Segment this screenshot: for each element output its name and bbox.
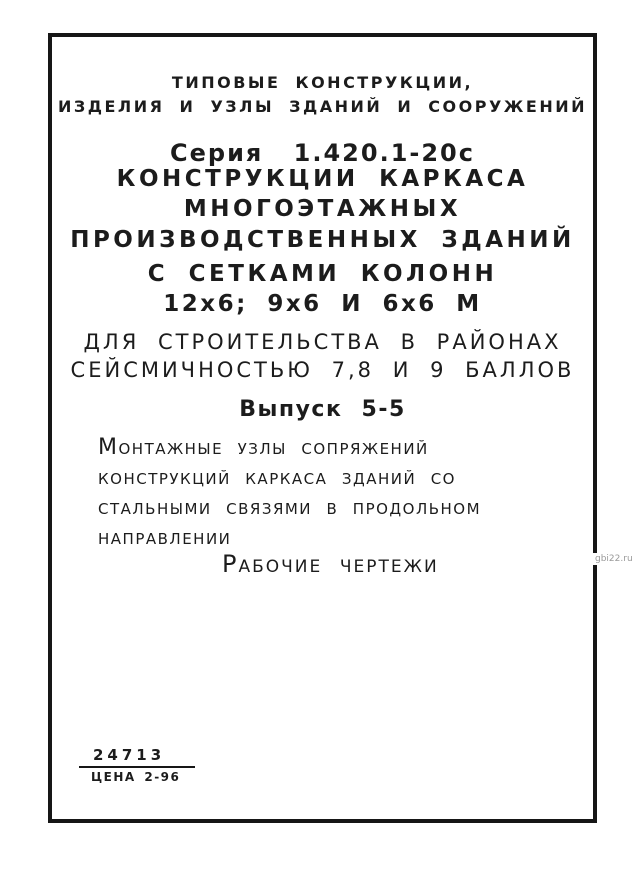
document-border-frame <box>48 33 597 823</box>
price-label: ЦЕНА 2-96 <box>91 770 181 784</box>
subtitle-line-1: Монтажные узлы сопряжений <box>98 435 429 460</box>
subtitle-line-4: направлении <box>98 525 232 550</box>
main-title-line-2: МНОГОЭТАЖНЫХ <box>183 196 462 222</box>
main-title-line-4: С СЕТКАМИ КОЛОНН <box>147 261 498 287</box>
subtitle-line-3: стальными связями в продольном <box>98 495 482 520</box>
seismic-line-1: ДЛЯ СТРОИТЕЛЬСТВА В РАЙОНАХ <box>83 330 562 354</box>
org-header-line-1: ТИПОВЫЕ КОНСТРУКЦИИ, <box>171 73 474 92</box>
doc-type-label: Рабочие чертежи <box>222 550 439 578</box>
catalog-number: 24713 <box>93 746 166 764</box>
series-label: Серия 1.420.1-20с <box>170 139 475 167</box>
subtitle-line-2: конструкций каркаса зданий со <box>98 465 456 490</box>
watermark-label: gbi22.ru <box>595 554 633 564</box>
main-title-line-5: 12х6; 9х6 И 6х6 М <box>163 291 482 317</box>
seismic-line-2: СЕЙСМИЧНОСТЬЮ 7,8 И 9 БАЛЛОВ <box>70 358 575 382</box>
main-title-line-1: КОНСТРУКЦИИ КАРКАСА <box>116 166 529 192</box>
price-divider-line <box>79 766 195 768</box>
org-header-line-2: ИЗДЕЛИЯ И УЗЛЫ ЗДАНИЙ И СООРУЖЕНИЙ <box>57 97 587 116</box>
main-title-line-3: ПРОИЗВОДСТВЕННЫХ ЗДАНИЙ <box>70 227 575 253</box>
issue-label: Выпуск 5-5 <box>239 397 406 422</box>
